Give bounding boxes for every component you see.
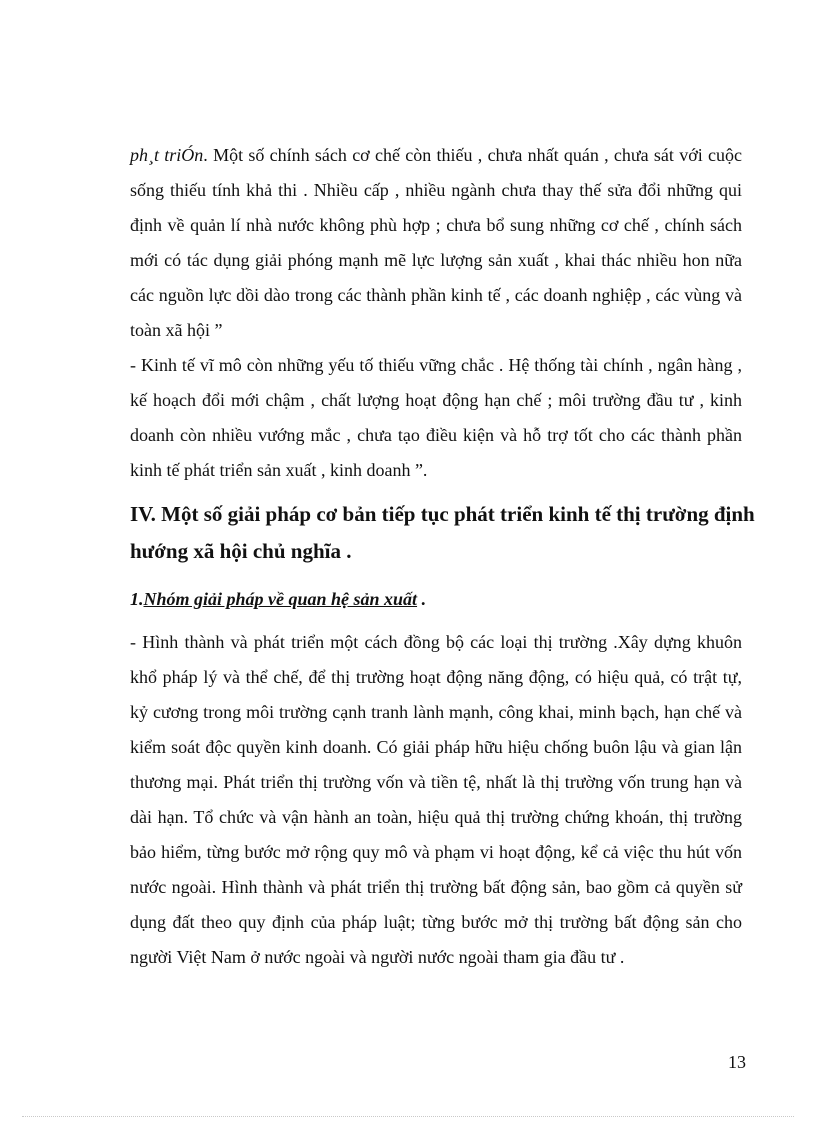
paragraph-1 bbox=[130, 138, 742, 348]
page-number: 13 bbox=[728, 1052, 746, 1072]
subsection-heading bbox=[130, 584, 426, 614]
subsection-tail: . bbox=[417, 589, 427, 609]
paragraph-2: - Kinh tế vĩ mô còn những yếu tố thiếu vững chắc . Hệ thống tài chính , ngân hàng , kế hoạch đổi mới chậm , chất lượng hoạt động hạn chế ; môi trường đầu tư , kinh doanh còn nhiều vướng mắc , chưa tạo điều kiện và hỗ trợ tốt cho các thành phần kinh tế phát triển sản xuất , kinh doanh ”. bbox=[130, 355, 742, 480]
paragraph-1-lead: ph¸t triÓn bbox=[130, 145, 204, 165]
footer-divider bbox=[22, 1116, 794, 1117]
paragraph-3: - Hình thành và phát triển một cách đồng bộ các loại thị trường .Xây dựng khuôn khổ pháp lý và thể chế, để thị trường hoạt động năng động, có hiệu quả, có trật tự, kỷ cương trong môi trường cạnh tranh lành mạnh, công khai, minh bạch, hạn chế và kiểm soát độc quyền kinh doanh. Có giải pháp hữu hiệu chống buôn lậu và gian lận thương mại. Phát triển thị trường vốn và tiền tệ, nhất là thị trường vốn trung hạn và dài hạn. Tổ chức và vận hành an toàn, hiệu quả thị trường chứng khoán, thị trường bảo hiểm, từng bước mở rộng quy mô và phạm vi hoạt động, kể cả việc thu hút vốn nước ngoài. Hình thành và phát triển thị trường bất động sản, bao gồm cả quyền sử dụng đất theo quy định của pháp luật; từng bước mở thị trường bất động sản cho người Việt Nam ở nước ngoài và người nước ngoài tham gia đầu tư . bbox=[130, 632, 742, 967]
paragraph-1-text: . Một số chính sách cơ chế còn thiếu , chưa nhất quán , chưa sát với cuộc sống thiếu tính khả thi . Nhiều cấp , nhiều ngành chưa thay thế sửa đổi những qui định về quản lí nhà nước không phù hợp ; chưa bổ sung những cơ chế , chính sách mới có tác dụng giải phóng mạnh mẽ lực lượng sản xuất , khai thác nhiều hon nữa các nguồn lực dồi dào trong các thành phần kinh tế , các doanh nghiệp , các vùng và toàn xã hội ” bbox=[130, 145, 742, 340]
subsection-title: Nhóm giải pháp về quan hệ sản xuất bbox=[143, 589, 418, 609]
subsection-number: 1. bbox=[130, 589, 144, 609]
section-heading: IV. Một số giải pháp cơ bản tiếp tục phát triển kinh tế thị trường định hướng xã hội chủ nghĩa . bbox=[130, 502, 755, 563]
